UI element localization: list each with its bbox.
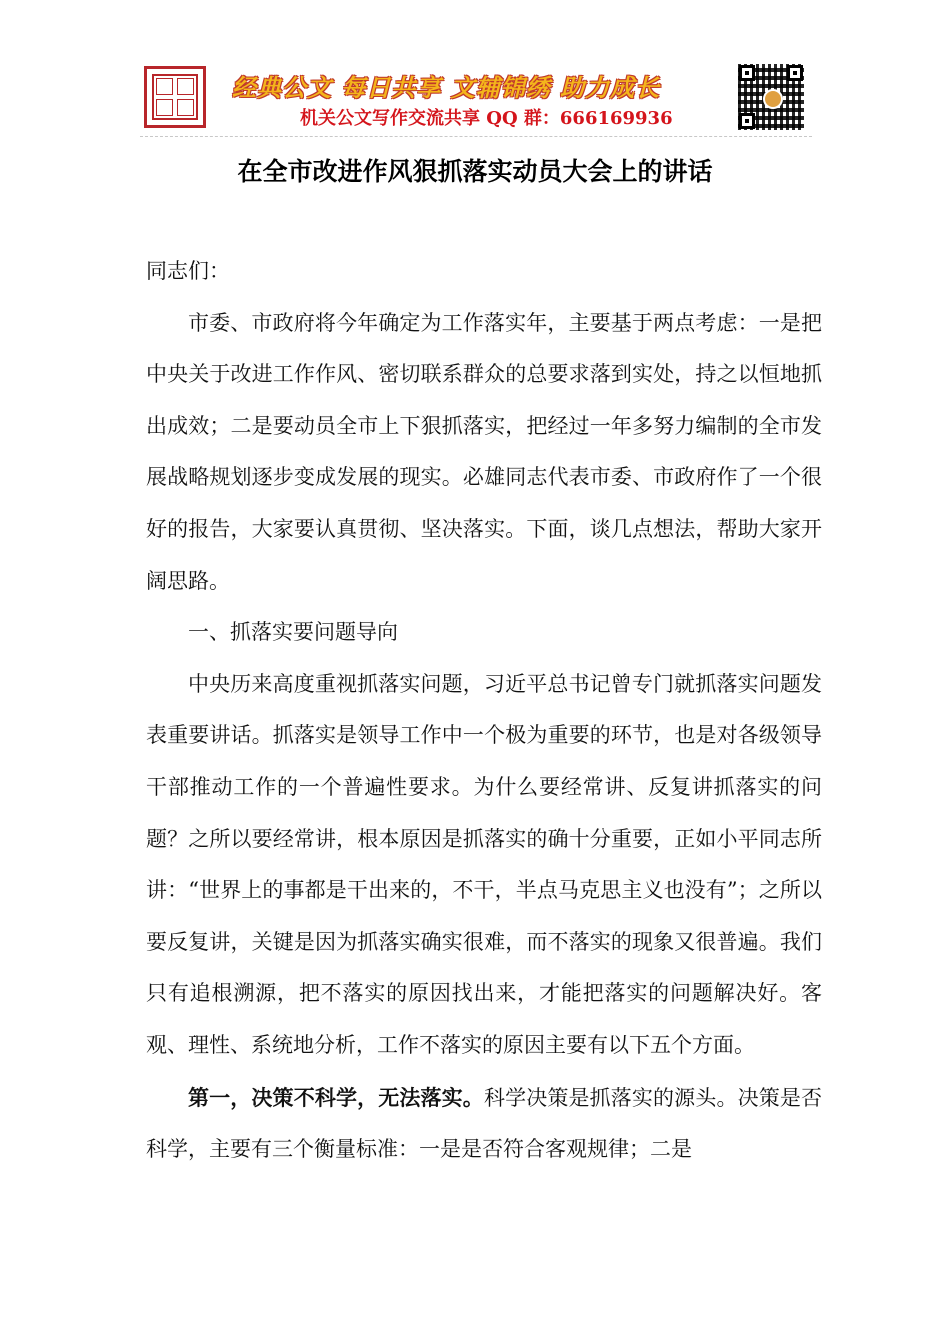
qr-finder-icon	[787, 65, 803, 81]
document-body	[146, 246, 822, 1176]
section-heading: 一、抓落实要问题导向	[188, 620, 398, 645]
paragraph: 市委、市政府将今年确定为工作落实年，主要基于两点考虑：一是把中央关于改进工作作风、密切联系群众的总要求落到实处，持之以恒地抓出成效；二是要动员全市上下狠抓落实，把经过一年多努力编制的全市发展战略规划逐步变成发展的现实。必雄同志代表市委、市政府作了一个很好的报告，大家要认真贯彻、坚决落实。下面，谈几点想法，帮助大家开阔思路。	[146, 310, 822, 593]
qr-finder-icon	[739, 113, 755, 129]
qr-avatar-icon	[763, 89, 783, 109]
document-title: 在全市改进作风狠抓落实动员大会上的讲话	[237, 157, 713, 186]
header-divider	[140, 136, 812, 137]
paragraph	[146, 1072, 822, 1176]
paragraph-lead: 第一，决策不科学，无法落实。	[188, 1084, 484, 1110]
salutation: 同志们：	[146, 259, 230, 283]
banner-slogan: 经典公文 每日共享 文辅锦绣 助力成长	[232, 74, 661, 102]
header-banner	[140, 62, 812, 134]
paragraph: 中央历来高度重视抓落实问题，习近平总书记曾专门就抓落实问题发表重要讲话。抓落实是领导工作中一个极为重要的环节，也是对各级领导干部推动工作的一个普遍性要求。为什么要经常讲、反复讲抓落实的问题？之所以要经常讲，根本原因是抓落实的确十分重要，正如小平同志所讲：“世界上的事都是干出来的，不干，半点马克思主义也没有”；之所以要反复讲，关键是因为抓落实确实很难，而不落实的现象又很普遍。我们只有追根溯源，把不落实的原因找出来，才能把落实的问题解决好。客观、理性、系统地分析，工作不落实的原因主要有以下五个方面。	[146, 671, 822, 1057]
qr-finder-icon	[739, 65, 755, 81]
paragraph-text: 科学决策是抓落实的源头。决策是否科学，主要有三个衡量标准：一是是否符合客观规律；二是	[146, 1085, 823, 1162]
seal-logo-icon	[144, 66, 206, 128]
banner-group-info: 机关公文写作交流共享 QQ 群：666169936	[300, 108, 673, 129]
